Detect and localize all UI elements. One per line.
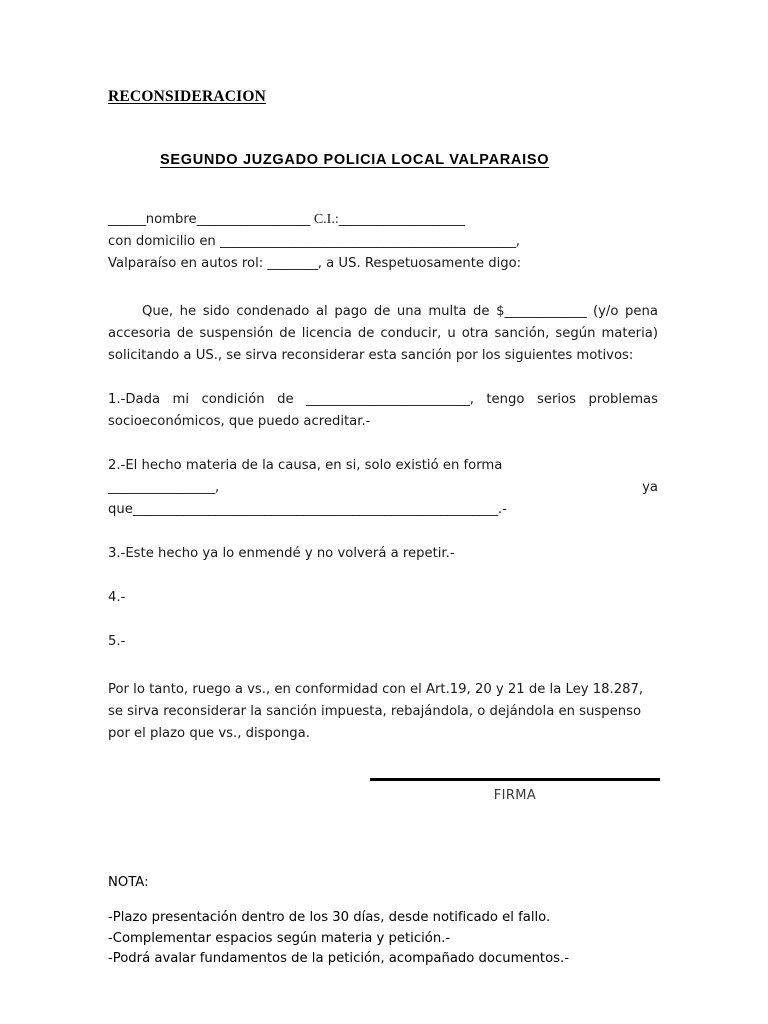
ci-label: C.I.: (313, 211, 339, 227)
spacer (108, 367, 658, 389)
name-and-id-line (108, 209, 658, 231)
list-item: -Podrá avalar fundamentos de la petición, acompañado documentos.- (108, 951, 569, 966)
spacer (108, 275, 658, 301)
signature-label: FIRMA (493, 787, 537, 803)
domicile-label: con domicilio en (108, 233, 220, 249)
name-label: nombre (145, 211, 197, 227)
reason-item-2-continuation (108, 499, 658, 521)
reason-1-part1: 1.-Dada mi condición de (108, 391, 307, 407)
case-number-prefix: Valparaíso en autos rol: (108, 255, 268, 271)
list-item: -Plazo presentación dentro de los 30 días, desde notificado el fallo. (108, 910, 551, 925)
spacer (108, 521, 658, 543)
reason-2-comma: , (215, 479, 220, 495)
court-subtitle: SEGUNDO JUZGADO POLICIA LOCAL VALPARAISO (160, 152, 550, 169)
reason-item-4: 4.- (108, 589, 126, 605)
domicile-blank[interactable]: _______________________________________________ (219, 233, 516, 249)
note-block (108, 872, 658, 970)
closing-paragraph: Por lo tanto, ruego a vs., en conformidad con el Art.19, 20 y 21 de la Ley 18.287, se sirva reconsiderar la sanción impuesta, rebajándola, o dejándola en suspenso por el plazo que vs., disponga. (108, 681, 644, 741)
case-number-line (108, 253, 658, 275)
domicile-line (108, 231, 658, 253)
list-item: -Complementar espacios según materia y petición.- (108, 930, 451, 946)
note-list (108, 894, 658, 970)
page-title: RECONSIDERACION (108, 88, 267, 105)
name-blank-tail[interactable]: __ (297, 211, 314, 227)
body-block (108, 301, 658, 745)
ci-blank[interactable]: ____________________ (338, 211, 465, 227)
name-blank-before[interactable]: ______ (108, 211, 146, 227)
signature-block (370, 778, 660, 803)
fine-statement-part2: (y/o pena accesoria de suspensión de licencia de conducir, u otra sanción, según materia) solicitando a US., se sirva reconsiderar esta sanción por los siguientes motivos: (108, 303, 658, 363)
paragraph-fine-statement (108, 301, 658, 367)
reason-item-2 (108, 455, 658, 499)
reason-2-line3-blank[interactable]: __________________________________________________________ (132, 501, 498, 517)
reason-2-part1: 2.-El hecho materia de la causa, en si, solo existió en forma (108, 457, 503, 473)
document-content (108, 0, 658, 745)
reason-1-blank[interactable]: __________________________ (306, 391, 470, 407)
spacer (108, 433, 658, 455)
reason-item-5: 5.- (108, 633, 126, 649)
spacer (108, 609, 658, 631)
case-number-blank[interactable]: ________ (267, 255, 318, 271)
reason-2-blank[interactable]: _________________ (108, 479, 215, 495)
reason-2-tail: ya (642, 479, 658, 495)
reason-item-3: 3.-Este hecho ya lo enmendé y no volverá a repetir.- (108, 545, 455, 561)
reason-2-line3-prefix: que (108, 501, 133, 517)
reason-2-line3-suffix: .- (497, 501, 507, 517)
fine-statement-part1: Que, he sido condenado al pago de una multa de $ (142, 303, 505, 319)
fine-amount-blank[interactable]: _____________ (504, 303, 587, 319)
name-blank-after[interactable]: ________________ (196, 211, 298, 227)
note-title: NOTA: (108, 875, 149, 890)
spacer (108, 653, 658, 679)
reason-1-part2: , tengo serios problemas socioeconómicos, que puedo acreditar.- (108, 391, 658, 429)
spacer (108, 565, 658, 587)
header-fields-block (108, 169, 658, 275)
reason-item-1 (108, 389, 658, 433)
case-number-suffix: , a US. Respetuosamente digo: (317, 255, 522, 271)
domicile-tail: , (515, 233, 520, 249)
